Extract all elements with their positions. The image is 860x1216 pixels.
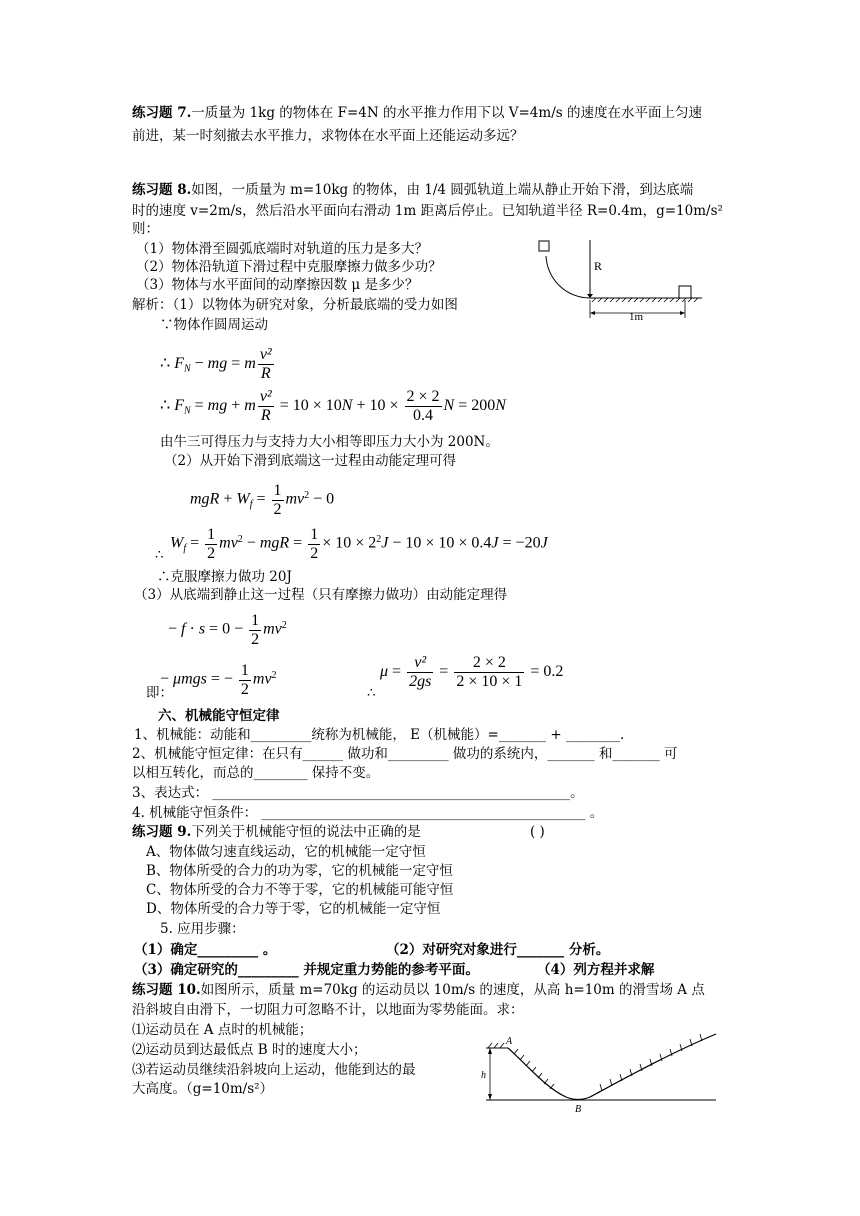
problem-10-question-1: ⑴运动员在 A 点时的机械能； — [132, 1022, 313, 1038]
problem-8-line-3: 则： — [132, 221, 159, 237]
problem-10-question-2: ⑵运动员到达最低点 B 时的速度大小； — [132, 1042, 367, 1058]
step-1: （1）确定_________ 。 — [134, 942, 277, 958]
solution-newton-third: 由牛三可得压力与支持力大小相等即压力大小为 200N。 — [160, 434, 499, 450]
figure-distance-label: 1m — [629, 311, 644, 322]
problem-8-question-2: （2）物体沿轨道下滑过程中克服摩擦力做多少功？ — [136, 259, 442, 275]
option-a: A、物体做匀速直线运动，它的机械能一定守恒 — [146, 844, 426, 860]
option-d: D、物体所受的合力等于零，它的机械能一定守恒 — [146, 901, 441, 917]
step-4: （4）列方程并求解 — [537, 962, 655, 978]
problem-7-title: 练习题 7. — [132, 105, 192, 121]
problem-9-title: 练习题 9. — [132, 824, 192, 840]
section-6-item-1: 1、机械能：动能和_________统称为机械能， E（机械能）=_______ + ________. — [134, 727, 625, 743]
problem-8-question-3: （3）物体与水平面间的动摩擦因数 μ 是多少？ — [136, 277, 419, 293]
problem-8-line-1: 练习题 8.如图，一质量为 m=10kg 的物体，由 1/4 圆弧轨道上端从静止开始下滑，到达底端 — [132, 182, 694, 198]
problem-10-line-1: 练习题 10.如图所示，质量 m=70kg 的运动员以 10m/s 的速度，从高 h=10m 的滑雪场 A 点 — [132, 982, 705, 998]
option-b: B、物体所受的合力的功为零，它的机械能一定守恒 — [146, 863, 453, 879]
problem-9-stem: 练习题 9.下列关于机械能守恒的说法中正确的是 — [132, 824, 421, 840]
figure-radius-label: R — [594, 259, 603, 273]
problem-8-question-1: （1）物体滑至圆弧底端时对轨道的压力是多大？ — [136, 241, 429, 257]
therefore-symbol-2: ∴ — [367, 685, 376, 701]
solution-circular-motion: ∵物体作圆周运动 — [160, 317, 268, 333]
figure-height-label: h — [481, 1070, 486, 1081]
problem-8-title: 练习题 8. — [132, 182, 192, 198]
ski-slope-figure — [478, 1030, 724, 1116]
problem-10-line-2: 沿斜坡自由滑下，一切阻力可忽略不计，以地面为零势能面。求： — [132, 1002, 524, 1018]
equation-1: ∴ $F_N$ − mg = m $\frac{\text{v²}}{R}$ — [160, 346, 272, 382]
section-6-title: 六、机械能守恒定律 — [158, 708, 280, 724]
option-c: C、物体所受的合力不等于零，它的机械能可能守恒 — [146, 882, 454, 898]
solution-part-3: （3）从底端到静止这一过程（只有摩擦力做功）由动能定理得 — [134, 587, 508, 603]
therefore-symbol: ∴ — [155, 547, 164, 563]
figure-point-b-label: B — [575, 1104, 582, 1115]
section-6-item-3: 3、表达式： _____________________________________________________。 — [132, 785, 584, 801]
equation-3: mgR + $W_f$ = $\frac{1}{2}$ $mv^2 - 0$ — [190, 481, 335, 518]
solution-line-1: 解析：（1）以物体为研究对象，分析最底端的受力如图 — [132, 297, 458, 313]
problem-10-question-3-cont: 大高度。（g=10m/s²） — [132, 1081, 274, 1097]
label-namely: 即： — [146, 685, 173, 701]
solution-friction-work: ∴克服摩擦力做功 20J — [157, 569, 292, 585]
solution-part-2: （2）从开始下滑到底端这一过程由动能定理可得 — [164, 453, 457, 469]
equation-5: − f · s = 0 − $\frac{1}{2}$ $mv^2$ — [168, 611, 287, 648]
problem-8-line-2: 时的速度 v=2m/s，然后沿水平面向右滑动 1m 距离后停止。已知轨道半径 R=0.4m，g=10m/s² — [132, 203, 723, 219]
problem-10-title: 练习题 10. — [132, 982, 201, 998]
problem-10-question-3: ⑶若运动员继续沿斜坡向上运动，他能到达的最 — [132, 1062, 416, 1078]
equation-4: $W_f$ = $\frac{1}{2}$ $mv^2$ − mgR = $\frac{1}{2}$ × $10 \times 2^2J - 10 \times 10 \times 0.4J = -20J$ — [170, 525, 548, 562]
equation-6: − μmgs = − $\frac{1}{2}$ $mv^2$ — [160, 661, 277, 698]
application-steps-title: 5. 应用步骤： — [160, 921, 245, 937]
equation-2: ∴ $F_N$ = mg + m $\frac{\text{v²}}{R}$ = 10 × 10N + 10 × $\frac{2 \times 2}{0.4}$ N = 200N — [160, 388, 506, 424]
step-2: （2）对研究对象进行_______ 分析。 — [386, 942, 610, 958]
section-6-item-2-cont: 以相互转化，而总的________ 保持不变。 — [132, 765, 380, 781]
answer-bracket: ( ) — [530, 824, 545, 840]
equation-7: μ = $\frac{\text{v²}}{2gs}$ = $\frac{2 \times 2}{2 \times 10 \times 1}$ = 0.2 — [380, 654, 564, 690]
section-6-item-4: 4. 机械能守恒条件： ________________________________________________ 。 — [132, 805, 604, 821]
section-6-item-2: 2、机械能守恒定律：在只有______ 做功和_________ 做功的系统内，_______ 和_______ 可 — [132, 746, 678, 762]
step-3: （3）确定研究的_________ 并规定重力势能的参考平面。 — [134, 962, 479, 978]
problem-7-line-2: 前进，某一时刻撤去水平推力，求物体在水平面上还能运动多远？ — [132, 128, 524, 144]
quarter-circle-track-figure — [530, 236, 710, 322]
figure-point-a-label: A — [506, 1036, 513, 1047]
problem-7-line-1: 练习题 7.一质量为 1kg 的物体在 F=4N 的水平推力作用下以 V=4m/s 的速度在水平面上匀速 — [132, 105, 702, 121]
